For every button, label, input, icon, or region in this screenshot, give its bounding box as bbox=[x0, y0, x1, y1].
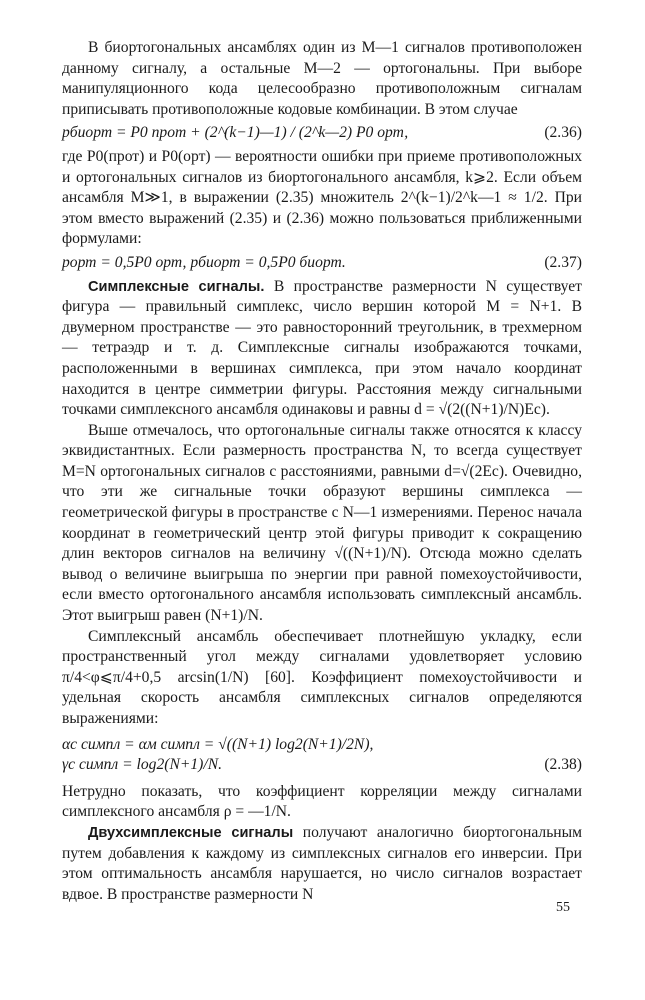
equation-2-37 bbox=[62, 253, 582, 274]
equation-2-38 bbox=[62, 735, 582, 776]
equation-2-37-number: (2.37) bbox=[544, 253, 582, 271]
paragraph-bisimplex-signals bbox=[62, 823, 582, 905]
paragraph-error-probabilities: где P0(прот) и P0(орт) — вероятности ошибки при приеме противоположных и ортогональных сигналов из биортогонального ансамбля, k⩾2. Если объем ансамбля M≫1, в выражении (2.35) множитель 2^(k−1)/2^k—1 ≈ 1/2. При этом вместо выражений (2.35) и (2.36) можно пользоваться приближенными формулами: bbox=[62, 147, 582, 248]
paragraph-biorthogonal: В биортогональных ансамблях один из M—1 сигналов противоположен данному сигналу, а остальные M—2 — ортогональны. При выборе манипуляционного кода целесообразно противоположным сигналам приписывать противоположные кодовые комбинации. В этом случае bbox=[62, 39, 582, 118]
paragraph-densest-packing: Симплексный ансамбль обеспечивает плотнейшую укладку, если пространственный угол между сигналами удовлетворяет условию π/4<φ⩽π/4+0,5 arcsin(1/N) [60]. Коэффициент помехоустойчивости и удельная скорость ансамбля симплексных сигналов определяются выражениями: bbox=[62, 627, 582, 727]
equation-2-36-number: (2.36) bbox=[544, 124, 582, 142]
equation-2-38-line-1: αс симпл = αм симпл = √((N+1) log2(N+1)/2N), bbox=[62, 735, 374, 753]
simplex-signals-heading: Симплексные сигналы. bbox=[88, 278, 265, 295]
paragraph-simplex-signals bbox=[62, 277, 582, 421]
equation-2-36-expression: pбиорт = P0 прот + (2^(k−1)—1) / (2^k—2) P0 орт, bbox=[62, 124, 409, 142]
bisimplex-signals-heading: Двухсимплексные сигналы bbox=[88, 824, 294, 841]
equation-2-38-line-2: γс симпл = log2(N+1)/N. bbox=[62, 756, 223, 774]
equation-2-36 bbox=[62, 123, 582, 144]
simplex-signals-text: В пространстве размерности N существует фигура — правильный симплекс, число вершин которой M = N+1. В двумерном пространстве — это равносторонний треугольник, в трехмерном — тетраэдр и т. д. Симплексные сигналы изображаются точками, расположенными в вершинах симплекса, при этом начало координат находится в центре симметрии фигуры. Расстояния между сигнальными точками симплексного ансамбля одинаковы и равны d = √(2((N+1)/N)Eс). bbox=[62, 277, 582, 419]
equation-2-37-expression: pорт = 0,5P0 орт, pбиорт = 0,5P0 биорт. bbox=[62, 253, 346, 271]
page-body bbox=[62, 38, 582, 905]
paragraph-correlation: Нетрудно показать, что коэффициент корреляции между сигналами симплексного ансамбля ρ = —1/N. bbox=[62, 782, 582, 821]
paragraph-equidistant: Выше отмечалось, что ортогональные сигналы также относятся к классу эквидистантных. Если размерность пространства N, то всегда существует M=N ортогональных сигналов с расстояниями, равными d=√(2Eс). Очевидно, что эти же сигнальные точки образуют вершины симплекса — геометрической фигуры в пространстве с N—1 измерениями. Перенос начала координат в геометрический центр этой фигуры приводит к сокращению длин векторов сигналов на величину √((N+1)/N). Отсюда можно сделать вывод о величине выигрыша по энергии при равной помехоустойчивости, если вместо ортогонального ансамбля использовать симплексный ансамбль. Этот выигрыш равен (N+1)/N. bbox=[62, 421, 582, 625]
equation-2-38-number: (2.38) bbox=[544, 756, 582, 774]
page-number: 55 bbox=[556, 900, 570, 915]
bisimplex-signals-text: получают аналогично биортогональным путем добавления к каждому из симплексных сигналов его инверсии. При этом оптимальность ансамбля нарушается, но число сигналов возрастает вдвое. В пространстве размерности N bbox=[62, 823, 582, 903]
